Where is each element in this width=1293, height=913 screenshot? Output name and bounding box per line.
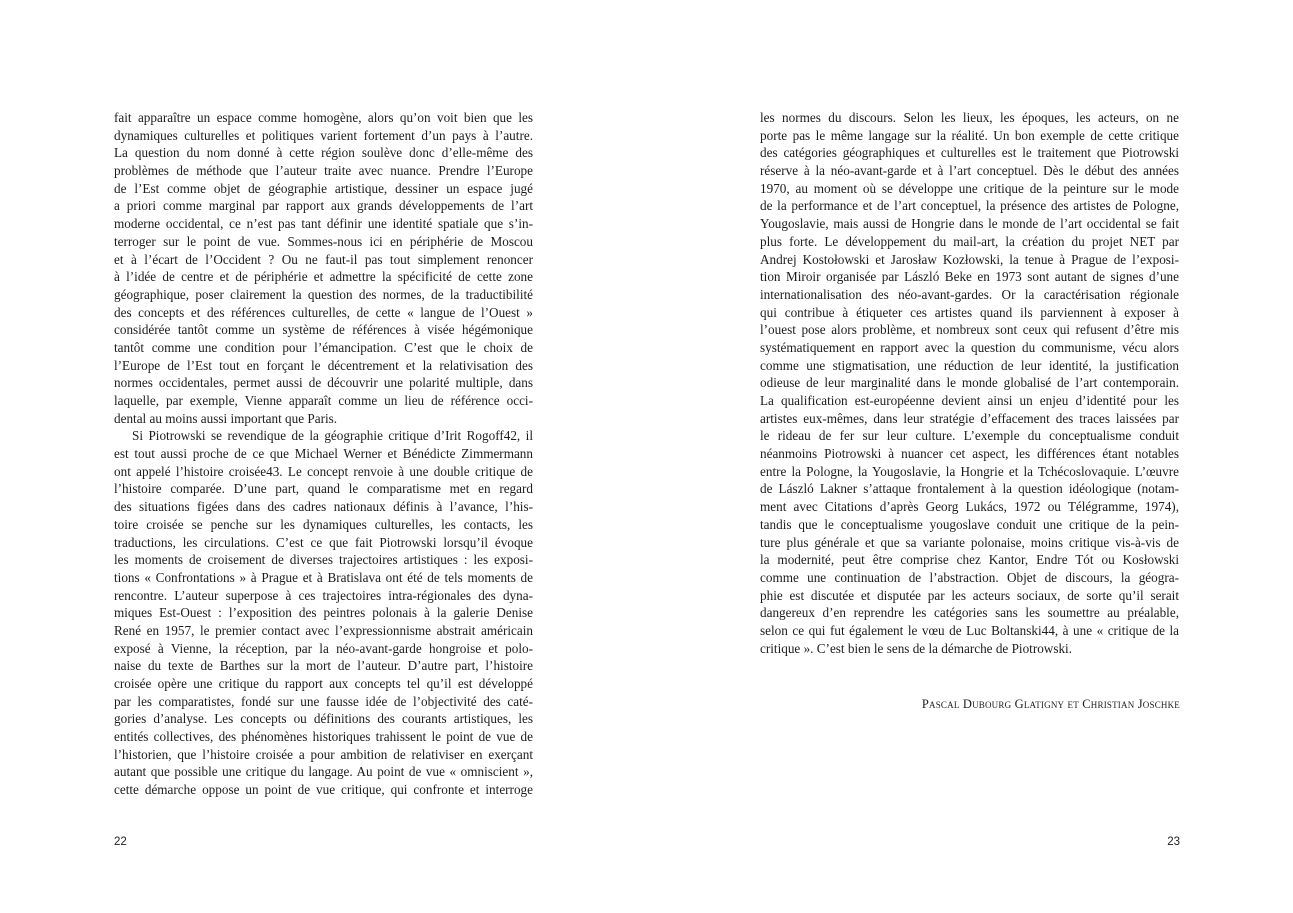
text-line: comme une stigmatisation, une réduction de leur identité, la justification: [760, 357, 1179, 373]
text-line: traductions, les circulations. C’est ce que fait Piotrowski lorsqu’il évoque: [114, 534, 533, 550]
text-line: Andrej Kostołowski et Jarosław Kozłowski, la tenue à Prague de l’exposi-: [760, 251, 1179, 267]
text-line: selon ce qui fut également le vœu de Luc Boltanski44, à une « critique de la: [760, 622, 1179, 638]
text-line: des situations figées dans des cadres nationaux définis à l’avance, l’his-: [114, 499, 533, 515]
text-line: critique ». C’est bien le sens de la démarche de Piotrowski.: [760, 640, 1073, 656]
text-line: néanmoins Piotrowski à nuancer cet aspect, les différences étant notables: [760, 446, 1179, 462]
text-line: plus forte. Le développement du mail-art, la création du projet NET par: [760, 233, 1179, 249]
text-line: dangereux d’en reprendre les catégories sans les soumettre au préalable,: [760, 605, 1179, 621]
text-line: exposé à Vienne, la réception, par la néo-avant-garde hongroise et polo-: [114, 640, 533, 656]
text-line: l’historien, que l’histoire croisée a pour ambition de relativiser en exerçant: [114, 746, 533, 762]
text-line: ont appelé l’histoire croisée43. Le concept renvoie à une double critique de: [114, 463, 533, 479]
text-line: rencontre. L’auteur superpose à ces trajectoires intra-régionales des dyna-: [114, 587, 533, 603]
text-line: entre la Pologne, la Yougoslavie, la Hongrie et la Tchécoslovaquie. L’œuvre: [760, 463, 1179, 479]
text-line: phie est discutée et disputée par les acteurs sociaux, de sorte qu’il serait: [760, 587, 1179, 603]
text-line: entités collectives, des phénomènes historiques trahissent le point de vue de: [114, 729, 533, 745]
text-line: des catégories géographiques et culturelles est le traitement que Piotrowski: [760, 145, 1179, 161]
text-line: La qualification est-européenne devient ainsi un enjeu d’identité pour les: [760, 393, 1179, 408]
text-line: réserve à la néo-avant-garde et à l’art conceptuel. Dès le début des années: [760, 163, 1179, 179]
text-line: ment avec Citations d’après Georg Lukács, 1972 ou Télégramme, 1974),: [760, 499, 1179, 515]
text-line: dynamiques culturelles et politiques varient fortement d’un pays à l’autre.: [114, 127, 533, 143]
text-line: comme une continuation de l’abstraction. Objet de discours, la géogra-: [760, 569, 1179, 585]
text-line: ture plus générale et que sa variante polonaise, moins critique vis-à-vis de: [760, 534, 1179, 550]
text-line: 1970, au moment où se développe une critique de la peinture sur le mode: [760, 180, 1179, 196]
text-line: La question du nom donné à cette région soulève donc d’elle-même des: [114, 145, 533, 161]
text-line: tandis que le conceptualisme yougoslave conduit une critique de la pein-: [760, 516, 1179, 532]
text-line: tion Miroir organisée par László Beke en 1973 sont autant de signes d’une: [760, 269, 1179, 285]
text-line: porte pas le même langage sur la réalité. Un bon exemple de cette critique: [760, 127, 1179, 143]
text-line: moderne occidental, ce n’est pas tant définir une identité spatiale que s’in-: [114, 216, 533, 232]
text-line: Si Piotrowski se revendique de la géographie critique d’Irit Rogoff42, il: [132, 428, 533, 444]
text-line: miques Est-Ouest : l’exposition des peintres polonais à la galerie Denise: [114, 605, 533, 621]
text-line: de la performance et de l’art conceptuel, la présence des artistes de Pologne,: [760, 198, 1179, 214]
text-line: est tout aussi proche de ce que Michael Werner et Bénédicte Zimmermann: [114, 446, 533, 462]
text-line: de László Lakner s’attaque frontalement à la question idéologique (notam-: [760, 481, 1179, 497]
text-line: systématiquement en rapport avec la question du communisme, vécu alors: [760, 339, 1179, 355]
text-line: des concepts et des références culturelles, de cette « langue de l’Ouest »: [114, 304, 533, 320]
text-line: a priori comme marginal par rapport aux grands développements de l’art: [114, 198, 533, 214]
text-line: de l’Est comme objet de géographie artistique, dessiner un espace jugé: [114, 180, 533, 196]
left-text-column: [114, 109, 533, 799]
text-line: Yougoslavie, mais aussi de Hongrie dans le monde de l’art occidental se fait: [760, 216, 1179, 232]
text-line: laquelle, par exemple, Vienne apparaît comme un lieu de référence occi-: [114, 393, 533, 408]
text-line: terroger sur le point de vue. Sommes-nous ici en périphérie de Moscou: [114, 233, 533, 249]
text-line: tantôt comme une condition pour l’émancipation. C’est que le choix de: [114, 339, 533, 355]
text-line: cette démarche oppose un point de vue critique, qui confronte et interroge: [114, 782, 533, 798]
text-line: autant que possible une critique du langage. Au point de vue « omniscient »,: [114, 764, 533, 780]
right-page: [646, 0, 1293, 913]
text-line: les normes du discours. Selon les lieux, les époques, les acteurs, on ne: [760, 110, 1179, 125]
text-line: à l’idée de centre et de périphérie et admettre la spécificité de cette zone: [114, 269, 533, 285]
right-text-column: [760, 109, 1179, 657]
text-line: dental au moins aussi important que Paris.: [114, 410, 338, 426]
text-line: odieuse de leur marginalité dans le monde globalisé de l’art contemporain.: [760, 375, 1179, 391]
text-line: internationalisation des néo-avant-gardes. Or la caractérisation régionale: [760, 286, 1179, 302]
text-line: qui contribue à étiqueter ces artistes quand ils parviennent à exposer à: [760, 304, 1179, 320]
text-line: l’Europe de l’Est tout en forçant le décentrement et la relativisation des: [114, 357, 533, 373]
text-line: artistes eux-mêmes, dans leur stratégie d’effacement des traces laissées par: [760, 410, 1179, 426]
text-line: l’ouest pose alors problème, et nombreux sont ceux qui refusent d’être mis: [760, 322, 1179, 338]
text-line: toire croisée se penche sur les dynamiques culturelles, les contacts, les: [114, 516, 533, 532]
text-line: tions « Confrontations » à Prague et à Bratislava ont été de tels moments de: [114, 569, 533, 585]
page-number-left: 22: [114, 836, 127, 848]
left-page: [0, 0, 646, 913]
text-line: le rideau de fer sur leur culture. L’exemple du conceptualisme conduit: [760, 428, 1179, 444]
author-signature: Pascal Dubourg Glatigny et Christian Joschke: [921, 697, 1180, 711]
text-line: l’histoire comparée. D’une part, quand le comparatisme met en regard: [114, 481, 533, 497]
text-line: problèmes de méthode que l’auteur traite avec nuance. Prendre l’Europe: [114, 163, 533, 179]
text-line: fait apparaître un espace comme homogène, alors qu’on voit bien que les: [114, 110, 533, 125]
text-line: et à l’écart de l’Occident ? Ou ne faut-il pas tout simplement renoncer: [114, 251, 533, 267]
text-line: René en 1957, le premier contact avec l’expressionnisme abstrait américain: [114, 622, 533, 638]
text-line: gories d’analyse. Les concepts ou définitions des courants artistiques, les: [114, 711, 533, 727]
text-line: croisée opère une critique du rapport aux concepts tel qu’il est développé: [114, 676, 533, 691]
text-line: naise du texte de Barthes sur la mort de l’auteur. D’autre part, l’histoire: [114, 658, 533, 674]
text-line: considérée tantôt comme un système de références à visée hégémonique: [114, 322, 533, 338]
text-line: normes occidentales, permet aussi de découvrir une polarité multiple, dans: [114, 375, 533, 391]
text-line: géographique, poser clairement la question des normes, de la traductibilité: [114, 286, 533, 302]
text-line: la modernité, peut être comprise chez Kantor, Endre Tót ou Kosłowski: [760, 552, 1179, 568]
text-line: les moments de croisement de diverses trajectoires artistiques : les exposi-: [114, 552, 533, 568]
page-number-right: 23: [1167, 836, 1180, 848]
text-line: par les comparatistes, fondé sur une fausse idée de l’objectivité des caté-: [114, 693, 533, 709]
